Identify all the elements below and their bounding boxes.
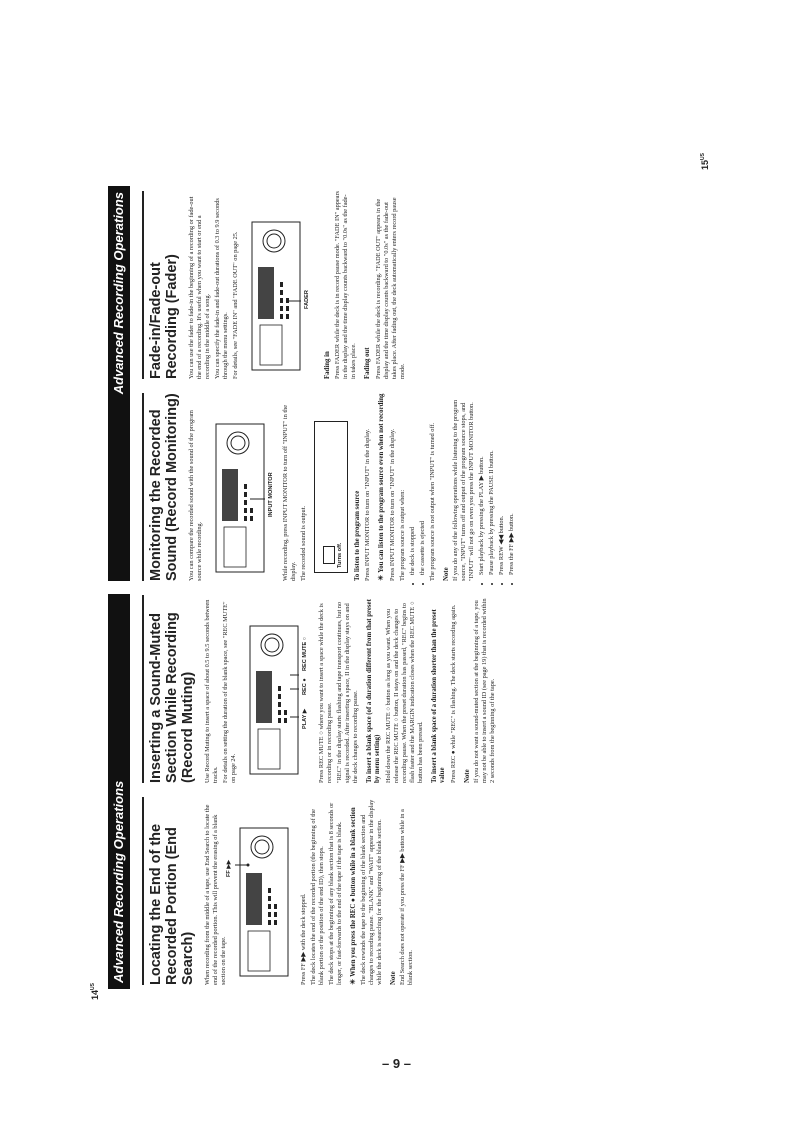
display-illustration	[314, 421, 348, 573]
callout-play: PLAY ▶	[302, 708, 308, 729]
tip-list: • the deck is stopped • the cassette is ejected	[409, 393, 427, 581]
deck-illustration-fader	[246, 221, 310, 371]
callout-turns-off: Turns off.	[337, 542, 343, 568]
deck-illustration-end-search	[226, 827, 290, 977]
lightbulb-icon: ☀	[350, 978, 357, 985]
section-title: Locating the End of the Recorded Portion (End Search)	[142, 797, 196, 985]
header-band-right: Advanced Recording Operations	[108, 186, 130, 581]
callout-fader: FADER	[304, 290, 310, 309]
page-number-right: $15^{US}$	[700, 153, 710, 170]
tip-heading: ☀You can listen to the program source even when not recording	[378, 393, 386, 581]
input-indicator	[323, 546, 335, 564]
callout-input-monitor: INPUT MONITOR	[268, 472, 274, 517]
tip-heading: ☀When you press the REC ● button while in a blank section	[350, 807, 357, 985]
sheet-number: – 9 –	[382, 1056, 411, 1071]
section-rec-muting: Inserting a Sound-Muted Section While Recording (Record Muting) Use Record Muting to insert a space of about 0.5 to 9.5 seconds between tracks. For details on setting the duration of the blank space, see "REC MUTE" on page 24. PLAY ▶ REC ● REC MUTE ○ Press REC MUTE ○ where you want to insert a space while the deck is recording or in recording pause. "REC" in the display starts flashing and tape transport continues, but no signal is recorded. After inserting a space, II in the display stays on and the deck changes to recording pause. To insert a blank space (of a duration different from that preset by menu setting) Hold down the REC MUTE ○ button as long as you want. When you release the REC MUTE ○ button, II stays on and the deck changes to recording pause. When the preset duration has passed, "REC" begins to flash faster and the MARGIN indication closes when the REC MUTE ○ button has been pressed. To insert a blank space of a duration shorter than the preset value Press REC ● while "REC" is flashing. The deck starts recording again. Note If you do not want a sound-muted section at the beginning of a tape, you may not be able to insert a sound ID (see page 19) that is recorded within 2 seconds from the beginning of the tape.	[142, 595, 499, 783]
callout-rec: REC ●	[302, 678, 308, 695]
section-title: Fade-in/Fade-out Recording (Fader)	[142, 191, 180, 379]
section-end-search: Locating the End of the Recorded Portion (End Search) When recording from the middle of a tape, use End Search to locate the end of the recorded portion. This will prevent the erasing of a blank section on the tape. FF ▶▶ Press FF ▶▶ with the deck stopped. The deck locates the end of the recorded portion (the beginning of the blank portion or the position of the end ID), then stops. The deck stops at the beginning of any blank section that is 8 seconds or longer, or fast-forwards to the end of the tape if the tape is blank. ☀When you press the REC ● button while in a blank section The deck rewinds the tape to the beginning of the blank section and changes to recording pause. "BLANK" and "WAIT" appear in the display while the deck is searching for the beginning of the blank section. Note End Search does not operate if you press the FF ▶▶ button while in a blank section.	[142, 797, 417, 985]
section-rec-monitor: Monitoring the Recorded Sound (Record Monitoring) You can compare the recorded sound with the sound of the program source while recording. INPUT MONITOR While recording, press INPUT MONITOR to turn off "INPUT" in the display. The recorded sound is output. Turns off. To listen to the program source Press INPUT MONITOR to turn on "INPUT" in the display. ☀You can listen to the program source even when not recording Press INPUT MONITOR to turn on "INPUT" in the display. The program source is output when: • the deck is stopped • the cassette is ejected The program source is not output when "INPUT" is turned off. Note If you do any of the following operations while listening to the program source, "INPUT" turns off and output of the program source stops, and "INPUT" will not go on even you press the INPUT MONITOR button. • Start playback by pressing the PLAY ▶ button. • Pause playback by pressing the PAUSE II button. • Press REW ◀◀ button. • Press the FF ▶▶ button.	[142, 393, 518, 581]
note-list: • Start playback by pressing the PLAY ▶ button. • Pause playback by pressing the PAUSE II button. • Press REW ◀◀ button. • Press the FF ▶▶ button.	[478, 393, 516, 581]
section-title: Inserting a Sound-Muted Section While Recording (Record Muting)	[142, 595, 196, 783]
callout-ff: FF ▶▶	[226, 860, 232, 877]
section-title: Monitoring the Recorded Sound (Record Monitoring)	[142, 393, 180, 581]
deck-illustration-rec-monitor	[210, 423, 274, 573]
page-number-left: $14^{US}$	[90, 983, 100, 1000]
callout-rec-mute: REC MUTE ○	[302, 636, 308, 671]
section-fader: Fade-in/Fade-out Recording (Fader) You can use the fader to fade-in the beginning of a recording or fade-out the end of a recording. It's useful when you want to start or end a recording in the middle of a song. You can specify the fade-in and fade-out durations of 0.3 to 9.9 seconds through the menu settings. For details, see "FADE IN" and "FADE OUT" on page 25. FADER Fading in Press FADER while the deck is in record pause mode. "FADE IN" appears in the display and the time display counts backward to "0.0s" as the fade-in takes place. Fading out Press FADER while the deck is recording. "FADE OUT" appears in the display and the time display counts backward to "0.0s" as the fade-out takes place. After fading out, the deck automatically enters record pause mode.	[142, 191, 409, 379]
deck-illustration-rec-muting	[244, 625, 308, 775]
header-band-left: Advanced Recording Operations	[108, 594, 130, 989]
rotated-spread	[108, 186, 708, 989]
lightbulb-icon: ☀	[378, 574, 386, 581]
